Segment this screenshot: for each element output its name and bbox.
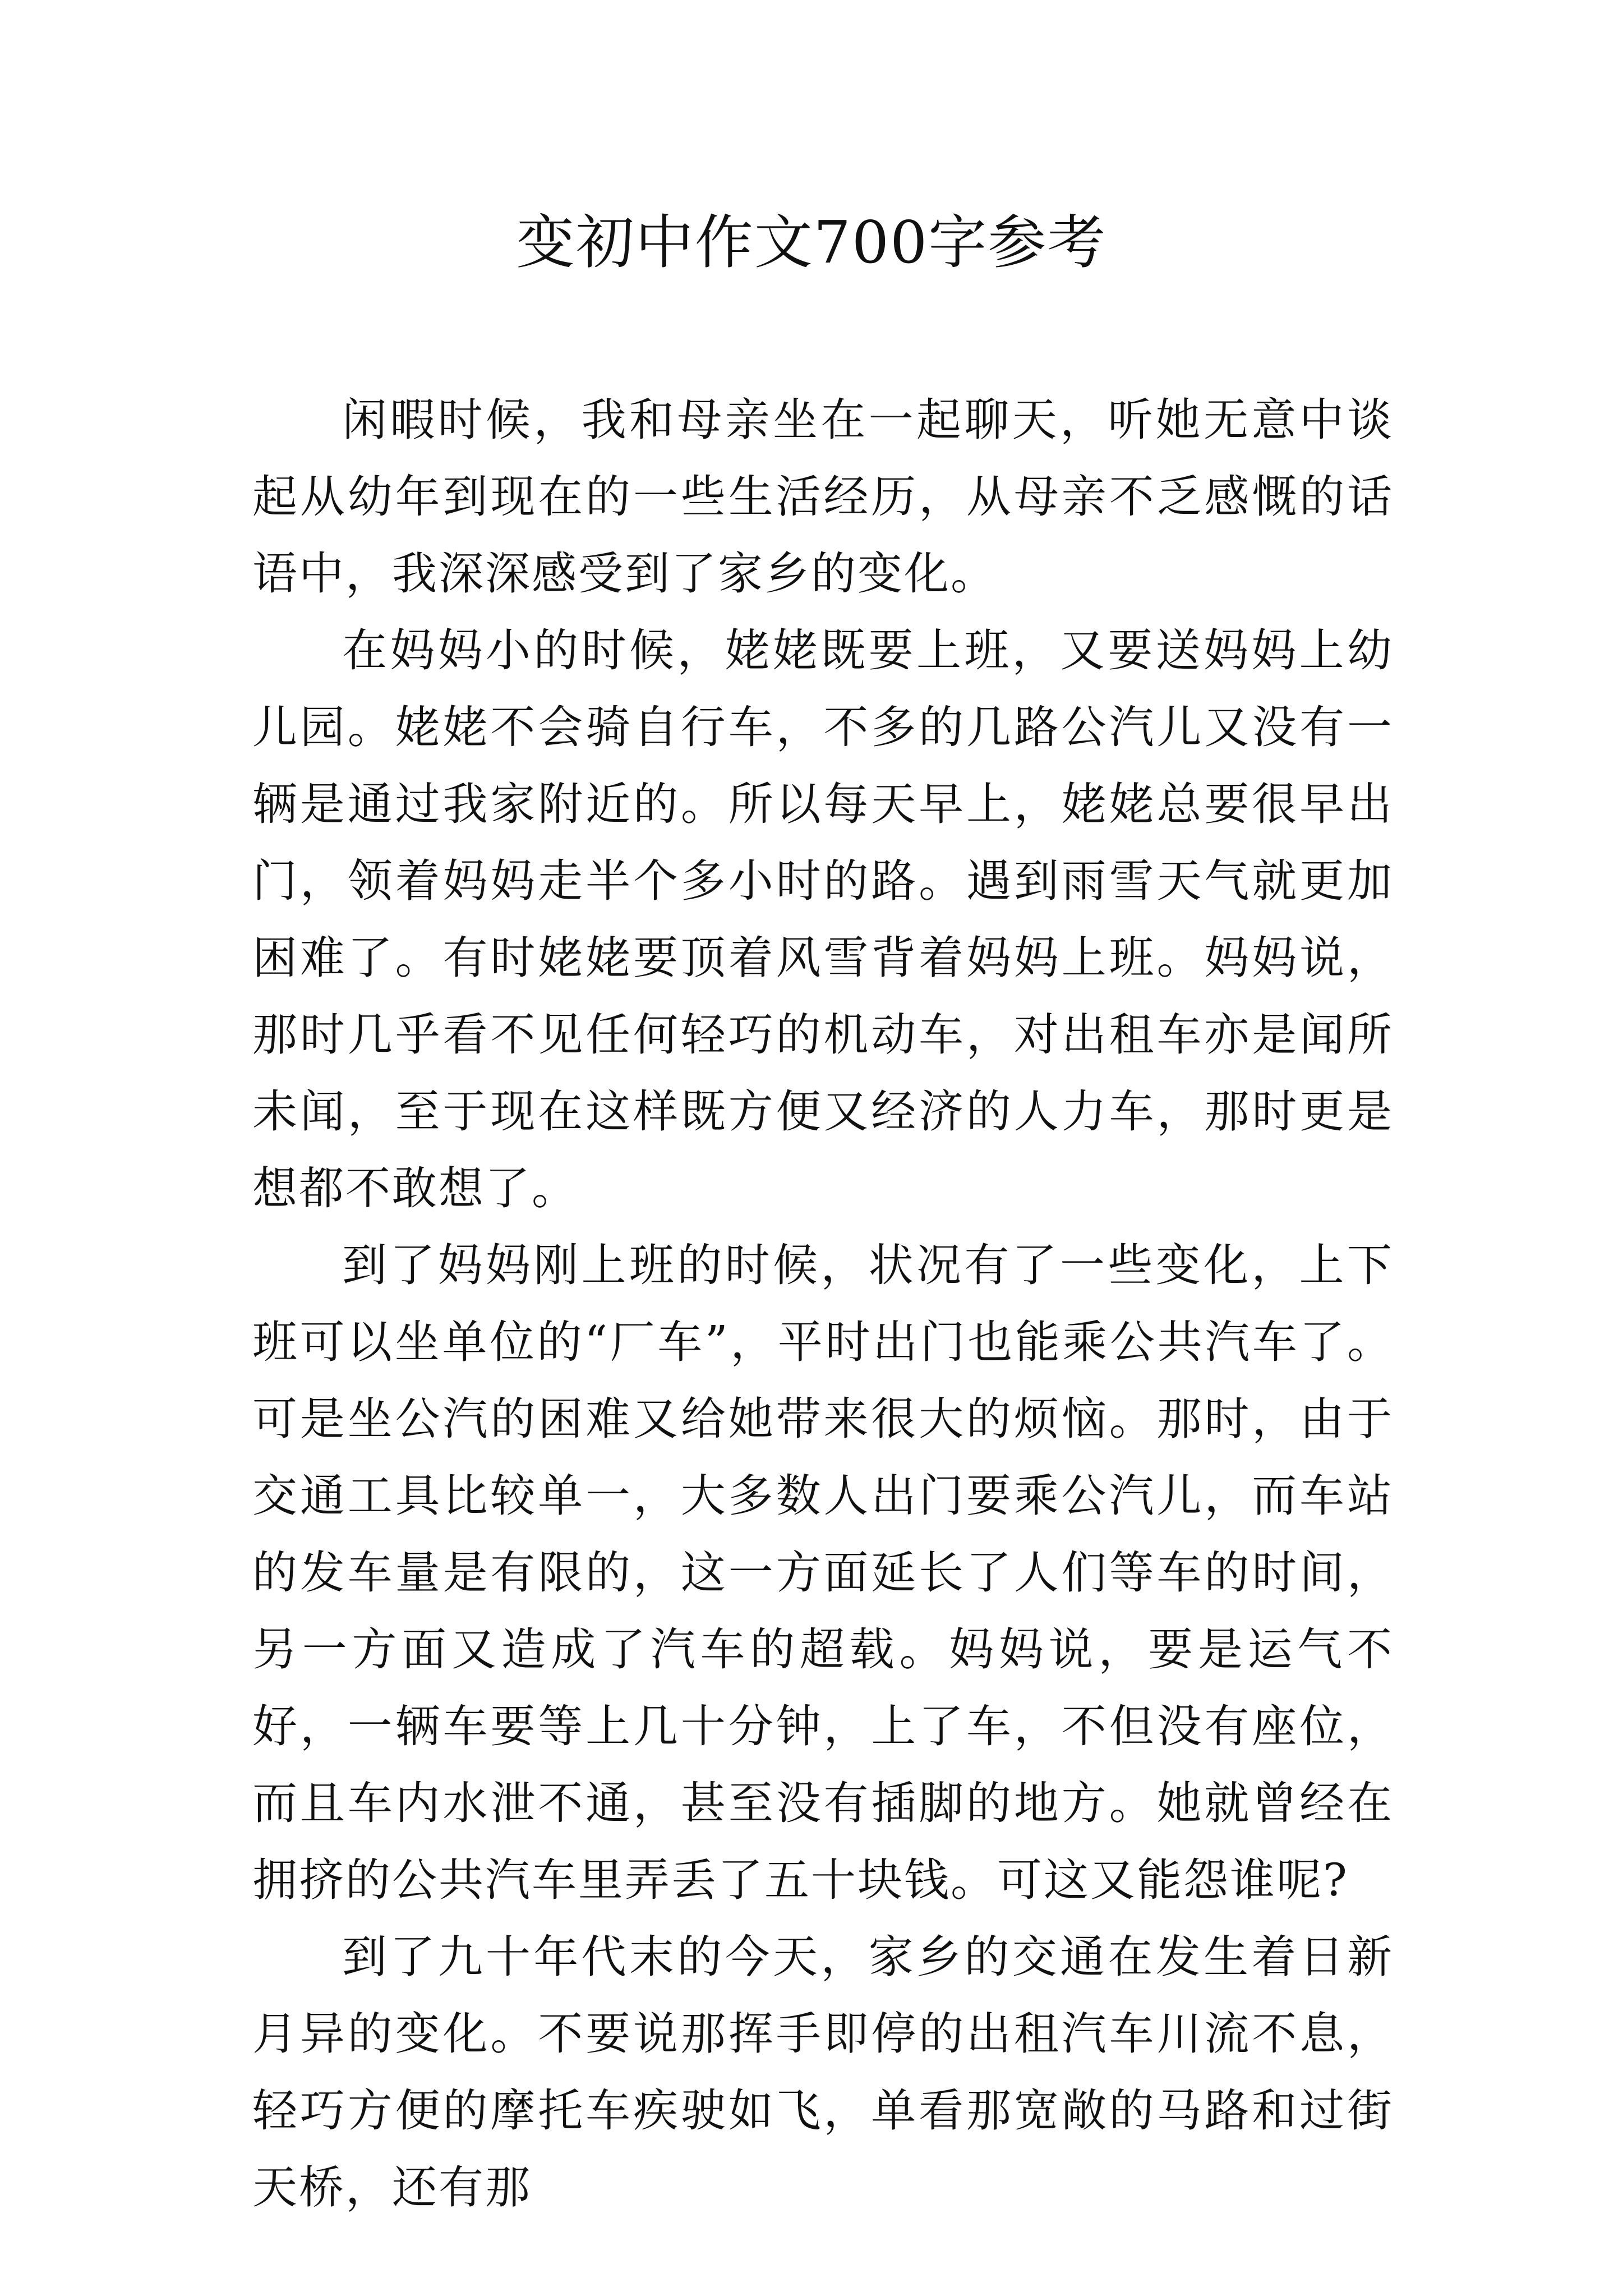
- paragraph: 在妈妈小的时候，姥姥既要上班，又要送妈妈上幼儿园。姥姥不会骑自行车，不多的几路公汽儿又没有一辆是通过我家附近的。所以每天早上，姥姥总要很早出门，领着妈妈走半个多小时的路。遇到雨雪天气就更加困难了。有时姥姥要顶着风雪背着妈妈上班。妈妈说，那时几乎看不见任何轻巧的机动车，对出租车亦是闻所未闻，至于现在这样既方便又经济的人力车，那时更是想都不敢想了。: [252, 624, 1394, 1214]
- paragraph: 到了妈妈刚上班的时候，状况有了一些变化，上下班可以坐单位的“厂车”，平时出门也能乘公共汽车了。可是坐公汽的困难又给她带来很大的烦恼。那时，由于交通工具比较单一，大多数人出门要乘公汽儿，而车站的发车量是有限的，这一方面延长了人们等车的时间，另一方面又造成了汽车的超载。妈妈说，要是运气不好，一辆车要等上几十分钟，上了车，不但没有座位，而且车内水泄不通，甚至没有插脚的地方。她就曾经在拥挤的公共汽车里弄丢了五十块钱。可这又能怨谁呢?: [252, 1239, 1394, 1906]
- document-title: 变初中作文700字参考: [516, 208, 1107, 277]
- paragraph: 闲暇时候，我和母亲坐在一起聊天，听她无意中谈起从幼年到现在的一些生活经历，从母亲不乏感慨的话语中，我深深感受到了家乡的变化。: [252, 394, 1394, 600]
- document-body: [252, 381, 1394, 2226]
- paragraph: 到了九十年代末的今天，家乡的交通在发生着日新月异的变化。不要说那挥手即停的出租汽车川流不息，轻巧方便的摩托车疾驶如飞，单看那宽敞的马路和过街天桥，还有那: [252, 1931, 1394, 2214]
